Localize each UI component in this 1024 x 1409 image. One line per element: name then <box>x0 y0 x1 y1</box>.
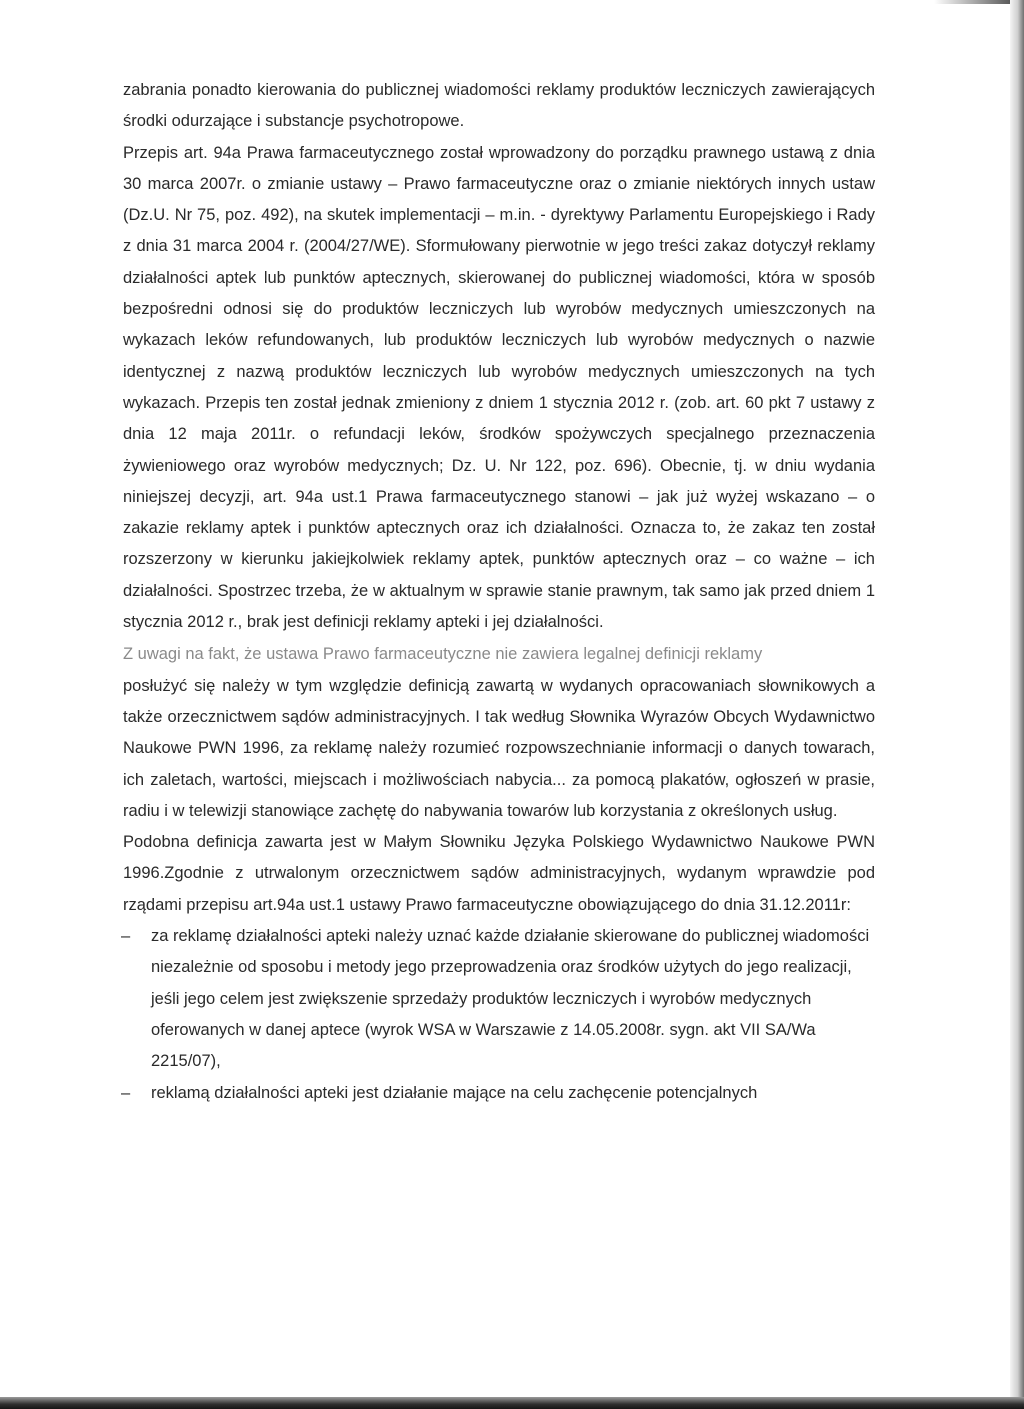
paragraph-similar-definition: Podobna definicja zawarta jest w Małym Słowniku Języka Polskiego Wydawnictwo Naukowe PWN 1996.Zgodnie z utrwalonym orzecznictwem sądów administracyjnych, wydanym wprawdzie pod rządami przepisu art.94a ust.1 ustawy Prawo farmaceutyczne obowiązującego do dnia 31.12.2011r: <box>123 833 875 914</box>
paragraph-intro: zabrania ponadto kierowania do publicznej wiadomości reklamy produktów leczniczych zawierających środki odurzające i substancje psychotropowe. <box>123 81 875 131</box>
list-item <box>123 921 875 1077</box>
scan-border-bottom <box>0 1397 1024 1409</box>
paragraph-art-94a: Przepis art. 94a Prawa farmaceutycznego został wprowadzony do porządku prawnego ustawą z dnia 30 marca 2007r. o zmianie ustawy – Prawo farmaceutyczne oraz o zmianie niektórych innych ustaw (Dz.U. Nr 75, poz. 492), na skutek implementacji – m.in. - dyrektywy Parlamentu Europejskiego i Rady z dnia 31 marca 2004 r. (2004/27/WE). Sformułowany pierwotnie w jego treści zakaz dotyczył reklamy działalności aptek lub punktów aptecznych, skierowanej do publicznej wiadomości, która w sposób bezpośredni odnosi się do produktów leczniczych lub wyrobów medycznych umieszczonych na wykazach leków refundowanych, lub produktów leczniczych lub wyrobów medycznych o nazwie identycznej z nazwą produktów leczniczych lub wyrobów medycznych umieszczonych na tych wykazach. Przepis ten został jednak zmieniony z dniem 1 stycznia 2012 r. (zob. art. 60 pkt 7 ustawy z dnia 12 maja 2011r. o refundacji leków, środków spożywczych specjalnego przeznaczenia żywieniowego oraz wyrobów medycznych; Dz. U. Nr 122, poz. 696). Obecnie, tj. w dniu wydania niniejszej decyzji, art. 94a ust.1 Prawa farmaceutycznego stanowi – jak już wyżej wskazano – o zakazie reklamy aptek i punktów aptecznych oraz ich działalności. Oznacza to, że zakaz ten został rozszerzony w kierunku jakiejkolwiek reklamy aptek, punktów aptecznych oraz – co ważne – ich działalności. Spostrzec trzeba, że w aktualnym w sprawie stanie prawnym, tak samo jak przed dniem 1 stycznia 2012 r., brak jest definicji reklamy apteki i jej działalności. <box>123 143 875 632</box>
dash-bullet: – <box>121 927 131 946</box>
list-item <box>123 1078 875 1109</box>
scan-border-right <box>1010 0 1024 1409</box>
paragraph-dictionary-definition: posłużyć się należy w tym względzie definicją zawartą w wydanych opracowaniach słownikowych a także orzecznictwem sądów administracyjnych. I tak według Słownika Wyrazów Obcych Wydawnictwo Naukowe PWN 1996, za reklamę należy rozumieć rozpowszechnianie informacji o danych towarach, ich zaletach, wartości, miejscach i możliwościach nabycia... za pomocą plakatów, ogłoszeń w prasie, radiu i w telewizji stanowiące zachętę do nabywania towarów lub korzystania z określonych usług. <box>123 676 875 820</box>
case-law-list <box>123 921 875 1109</box>
list-item-text: za reklamę działalności apteki należy uznać każde działanie skierowane do publicznej wiadomości niezależnie od sposobu i metody jego przeprowadzenia oraz środków użytych do jego realizacji, jeśli jego celem jest zwiększenie sprzedaży produktów leczniczych i wyrobów medycznych oferowanych w danej aptece (wyrok WSA w Warszawie z 14.05.2008r. sygn. akt VII SA/Wa 2215/07), <box>151 927 870 1071</box>
list-item-text: reklamą działalności apteki jest działanie mające na celu zachęcenie potencjalnych <box>151 1083 758 1102</box>
dash-bullet: – <box>121 1083 131 1102</box>
faded-line: Z uwagi na fakt, że ustawa Prawo farmaceutyczne nie zawiera legalnej definicji reklamy <box>123 645 763 664</box>
document-body <box>123 75 875 1109</box>
